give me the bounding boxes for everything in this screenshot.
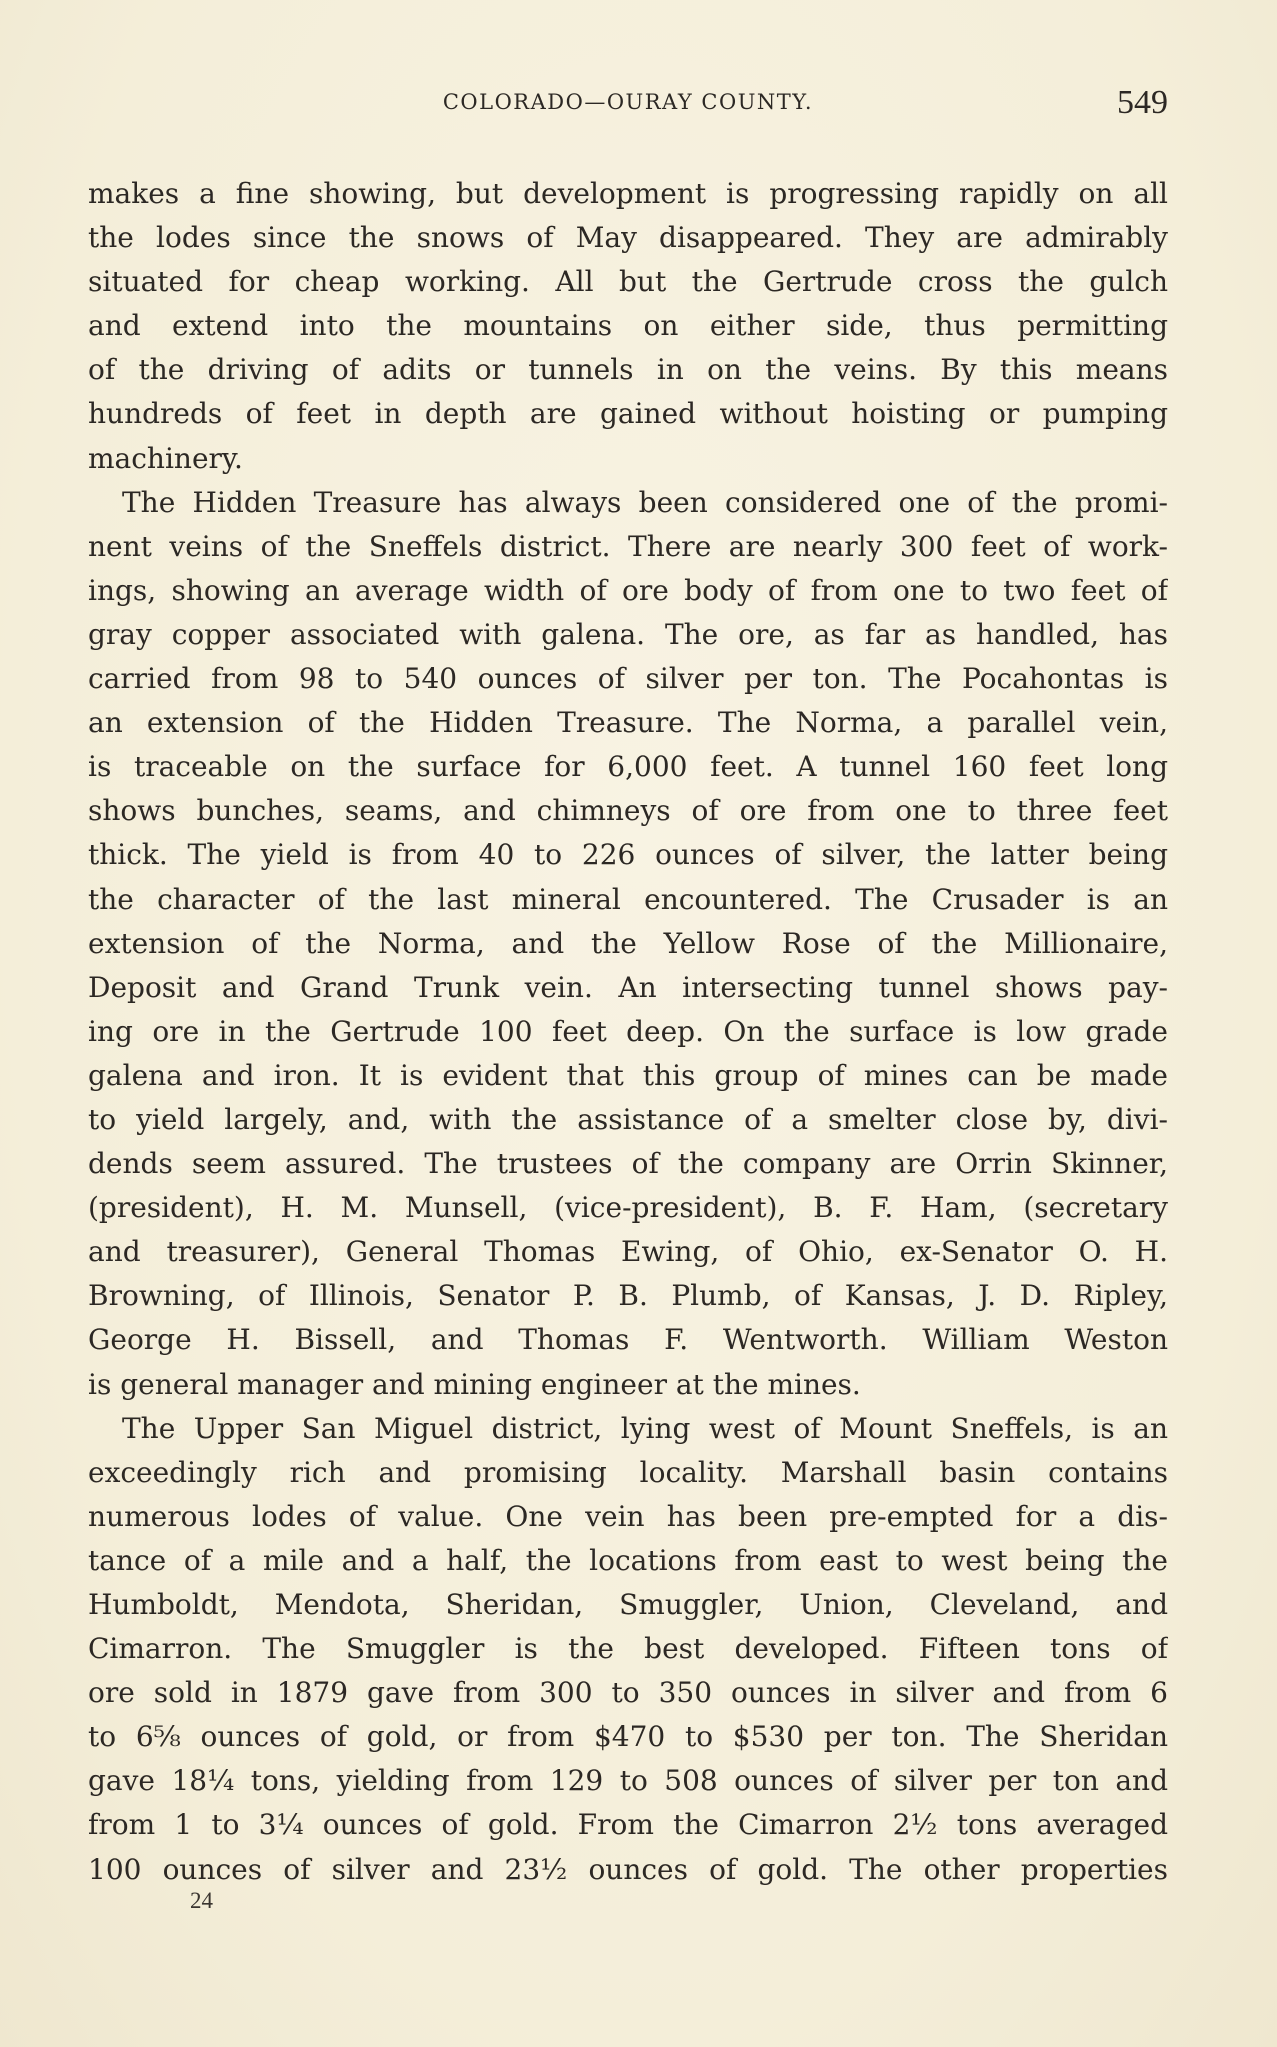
text-line: and treasurer), General Thomas Ewing, of Ohio, ex-Senator O. H. — [88, 1235, 1168, 1269]
text-line: 100 ounces of silver and 23½ ounces of gold. The other properties — [88, 1852, 1168, 1886]
text-line: the lodes since the snows of May disappeared. They are admirably — [88, 221, 1168, 255]
text-line: the character of the last mineral encountered. The Crusader is an — [88, 882, 1168, 916]
body-text — [88, 172, 1168, 1892]
text-line: The Hidden Treasure has always been considered one of the promi- — [122, 485, 1168, 519]
text-line: ore sold in 1879 gave from 300 to 350 ounces in silver and from 6 — [88, 1676, 1168, 1710]
text-line: tance of a mile and a half, the locations from east to west being the — [88, 1543, 1168, 1577]
running-title: COLORADO—OURAY COUNTY. — [442, 90, 814, 114]
text-line: ings, showing an average width of ore body of from one to two feet of — [88, 573, 1168, 607]
text-line: to 6⅝ ounces of gold, or from $470 to $530 per ton. The Sheridan — [88, 1720, 1168, 1754]
text-line: is general manager and mining engineer at the mines. — [88, 1367, 861, 1401]
text-line: galena and iron. It is evident that this group of mines can be made — [88, 1058, 1168, 1092]
text-line: and extend into the mountains on either side, thus permitting — [88, 309, 1168, 343]
text-line: from 1 to 3¼ ounces of gold. From the Cimarron 2½ tons averaged — [88, 1808, 1168, 1842]
text-line: George H. Bissell, and Thomas F. Wentworth. William Weston — [88, 1323, 1168, 1357]
text-line: The Upper San Miguel district, lying west of Mount Sneffels, is an — [122, 1411, 1168, 1445]
text-line: thick. The yield is from 40 to 226 ounces of silver, the latter being — [88, 838, 1168, 872]
text-line: makes a fine showing, but development is progressing rapidly on all — [88, 177, 1168, 210]
text-line: exceedingly rich and promising locality. Marshall basin contains — [88, 1455, 1168, 1489]
text-line: shows bunches, seams, and chimneys of ore from one to three feet — [88, 794, 1168, 828]
text-line: is traceable on the surface for 6,000 feet. A tunnel 160 feet long — [88, 750, 1168, 784]
text-line: numerous lodes of value. One vein has been pre-empted for a dis- — [88, 1499, 1168, 1533]
text-line: machinery. — [88, 441, 243, 475]
text-line: nent veins of the Sneffels district. There are nearly 300 feet of work- — [88, 529, 1168, 563]
running-head — [88, 86, 1168, 126]
text-line: to yield largely, and, with the assistance of a smelter close by, divi- — [88, 1102, 1168, 1136]
signature-mark: 24 — [190, 1888, 213, 1913]
text-line: gave 18¼ tons, yielding from 129 to 508 ounces of silver per ton and — [88, 1764, 1168, 1798]
text-line: extension of the Norma, and the Yellow Rose of the Millionaire, — [88, 926, 1168, 960]
text-line: carried from 98 to 540 ounces of silver per ton. The Pocahontas is — [88, 662, 1168, 696]
text-line: Browning, of Illinois, Senator P. B. Plumb, of Kansas, J. D. Ripley, — [88, 1279, 1168, 1313]
text-line: (president), H. M. Munsell, (vice-president), B. F. Ham, (secretary — [88, 1191, 1168, 1225]
text-line: of the driving of adits or tunnels in on the veins. By this means — [88, 353, 1168, 387]
text-line: Humboldt, Mendota, Sheridan, Smuggler, Union, Cleveland, and — [88, 1588, 1168, 1621]
text-line: gray copper associated with galena. The ore, as far as handled, has — [88, 617, 1168, 651]
text-line: an extension of the Hidden Treasure. The Norma, a parallel vein, — [88, 706, 1168, 740]
text-line: hundreds of feet in depth are gained without hoisting or pumping — [88, 397, 1168, 431]
text-line: situated for cheap working. All but the Gertrude cross the gulch — [88, 265, 1168, 299]
text-line: Cimarron. The Smuggler is the best developed. Fifteen tons of — [88, 1632, 1168, 1666]
text-line: Deposit and Grand Trunk vein. An intersecting tunnel shows pay- — [88, 970, 1168, 1004]
text-line: ing ore in the Gertrude 100 feet deep. On the surface is low grade — [88, 1014, 1168, 1048]
page-number: 549 — [1117, 84, 1168, 121]
text-line: dends seem assured. The trustees of the company are Orrin Skinner, — [88, 1147, 1168, 1181]
